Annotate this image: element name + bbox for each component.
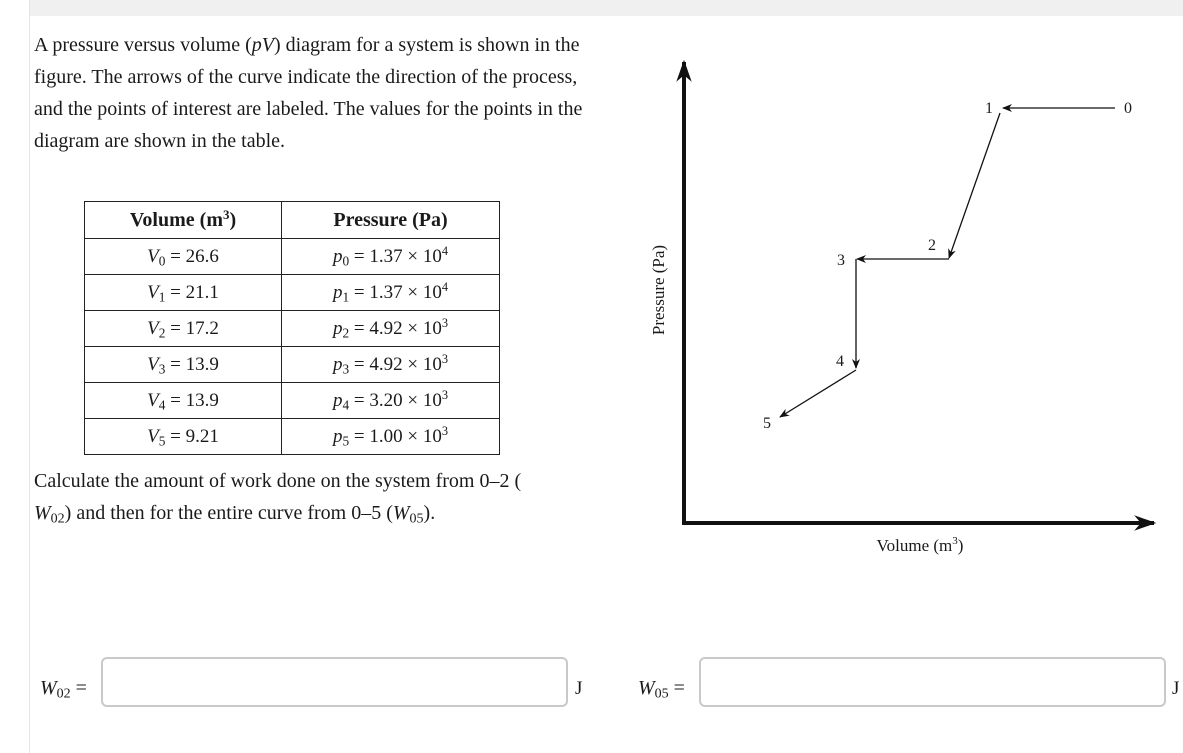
y-axis-label: Pressure (Pa) [649,244,668,336]
volume-column-header: Volume $(m^3)$ [85,202,282,239]
table-header-row [85,202,500,239]
volume-cell: $V_5 = 9.21$ [85,419,282,455]
volume-cell: $V_3 = 13.9$ [85,347,282,383]
w05-unit: J [1172,678,1180,699]
table-row [85,239,500,275]
point-label-5: 5 [763,415,771,432]
w02-unit: J [575,678,583,699]
pressure-cell: $p_5 = 1.00 \times 10^3$ [282,419,500,455]
table-row [85,383,500,419]
table-row [85,275,500,311]
volume-cell: $V_0 = 26.6$ [85,239,282,275]
pressure-cell: $p_2 = 4.92 \times 10^3$ [282,311,500,347]
w05-input[interactable] [699,657,1166,707]
volume-cell: $V_2 = 17.2$ [85,311,282,347]
pressure-cell: $p_4 = 3.20 \times 10^3$ [282,383,500,419]
process-1-2 [949,113,1000,258]
values-table [84,201,500,455]
pressure-cell: $p_0 = 1.37 \times 10^4$ [282,239,500,275]
top-bar [30,0,1183,16]
point-label-4: 4 [836,353,844,370]
x-axis-label: Volume $(m^3)$ [876,535,964,555]
table-row [85,311,500,347]
w05-label: $W_{05}$ = [638,677,685,702]
table-row [85,347,500,383]
point-label-2: 2 [928,237,936,254]
point-label-1: 1 [985,100,993,117]
left-divider [29,0,30,753]
volume-cell: $V_4 = 13.9$ [85,383,282,419]
question-text: Calculate the amount of work done on the system from 0–2 ( $W_{02}$) and then for the entire curve from 0–5 $(W_{05})$. [34,470,522,527]
problem-intro: A pressure versus volume (pV) diagram for a system is shown in the figure. The arrows of the curve indicate the direction of the process, and the points of interest are labeled. The values for the points in the diagram are shown in the table. [34,34,583,152]
process-4-5 [780,370,856,417]
w02-input[interactable] [101,657,568,707]
pressure-column-header: Pressure (Pa) [282,202,500,239]
pv-diagram [640,50,1160,560]
pressure-cell: $p_1 = 1.37 \times 10^4$ [282,275,500,311]
point-label-0: 0 [1124,100,1132,117]
volume-cell: $V_1 = 21.1$ [85,275,282,311]
pressure-cell: $p_3 = 4.92 \times 10^3$ [282,347,500,383]
w02-label: $W_{02}$ = [40,677,87,702]
point-label-3: 3 [837,252,845,269]
table-row [85,419,500,455]
